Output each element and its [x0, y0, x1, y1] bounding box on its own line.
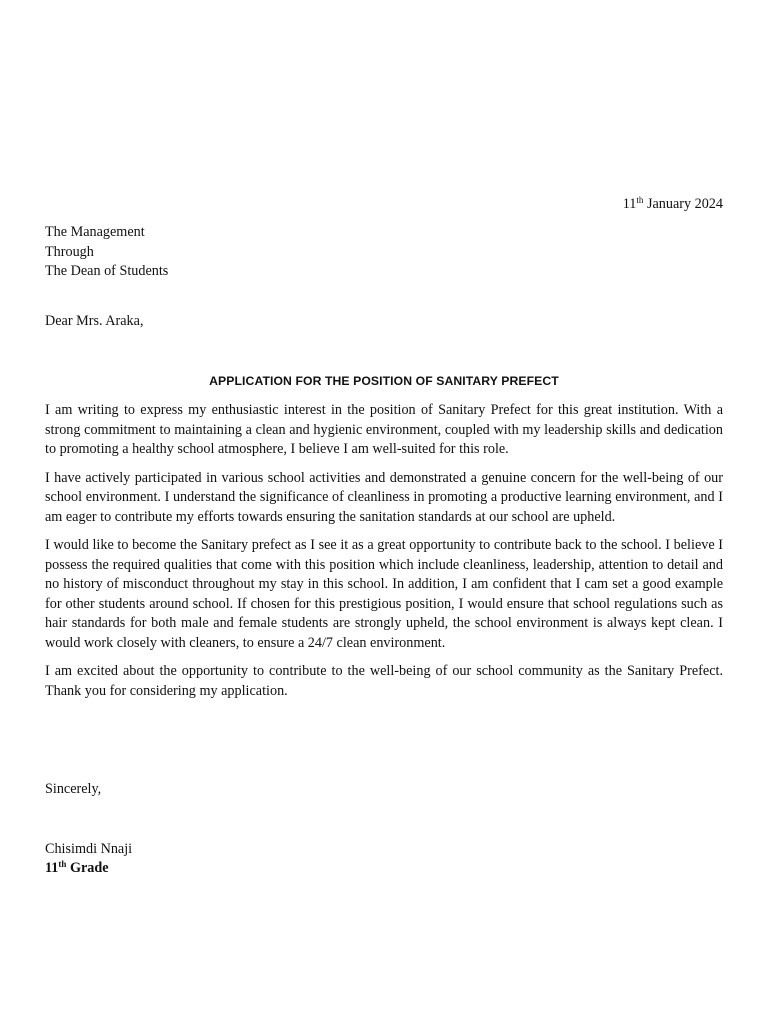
address-line: Through: [45, 243, 94, 260]
signer-name: Chisimdi Nnaji: [45, 841, 133, 857]
grade-label: Grade: [66, 860, 109, 876]
date-day-suffix: th: [636, 195, 644, 205]
closing: Sincerely,: [45, 781, 102, 797]
signer-grade: [45, 859, 132, 878]
grade-number: 11: [45, 860, 59, 876]
body-paragraph: I am excited about the opportunity to contribute to the well-being of our school community as the Sanitary Prefect. Thank you for considering my application.: [45, 663, 723, 699]
recipient-address: [45, 223, 168, 282]
letter-body: [45, 401, 723, 710]
date-day: 11: [622, 196, 637, 212]
subject-heading: APPLICATION FOR THE POSITION OF SANITARY PREFECT: [209, 374, 559, 388]
address-line: The Dean of Students: [45, 263, 169, 279]
salutation: Dear Mrs. Araka,: [45, 313, 144, 329]
body-paragraph: I am writing to express my enthusiastic interest in the position of Sanitary Prefect for this great institution. With a strong commitment to maintaining a clean and hygienic environment, coupled with my leadership skills and dedication to promoting a healthy school atmosphere, I believe I am well-suited for this role.: [45, 402, 723, 457]
letter-page: [45, 0, 723, 1024]
body-paragraph: I have actively participated in various school activities and demonstrated a genuine concern for the well-being of our school environment. I understand the significance of cleanliness in promoting a productive learning environment, and I am eager to contribute my efforts towards ensuring the sanitation standards at our school are upheld.: [45, 469, 723, 525]
body-paragraph: I would like to become the Sanitary prefect as I see it as a great opportunity to contribute back to the school. I believe I possess the required qualities that come with this position which include cleanliness, leadership, attention to detail and no history of misconduct throughout my stay in this school. In addition, I am confident that I cam set a good example for other students around school. If chosen for this prestigious position, I would ensure that school regulations such as hair standards for both male and female students are strongly upheld, the school environment is always kept clean. I would work closely with cleaners, to ensure a 24/7 clean environment.: [45, 537, 723, 651]
date-month-year: January 2024: [643, 196, 723, 212]
letter-date: [623, 194, 723, 214]
grade-suffix: th: [58, 859, 67, 869]
signature-block: [45, 840, 132, 878]
address-line: The Management: [45, 224, 145, 240]
